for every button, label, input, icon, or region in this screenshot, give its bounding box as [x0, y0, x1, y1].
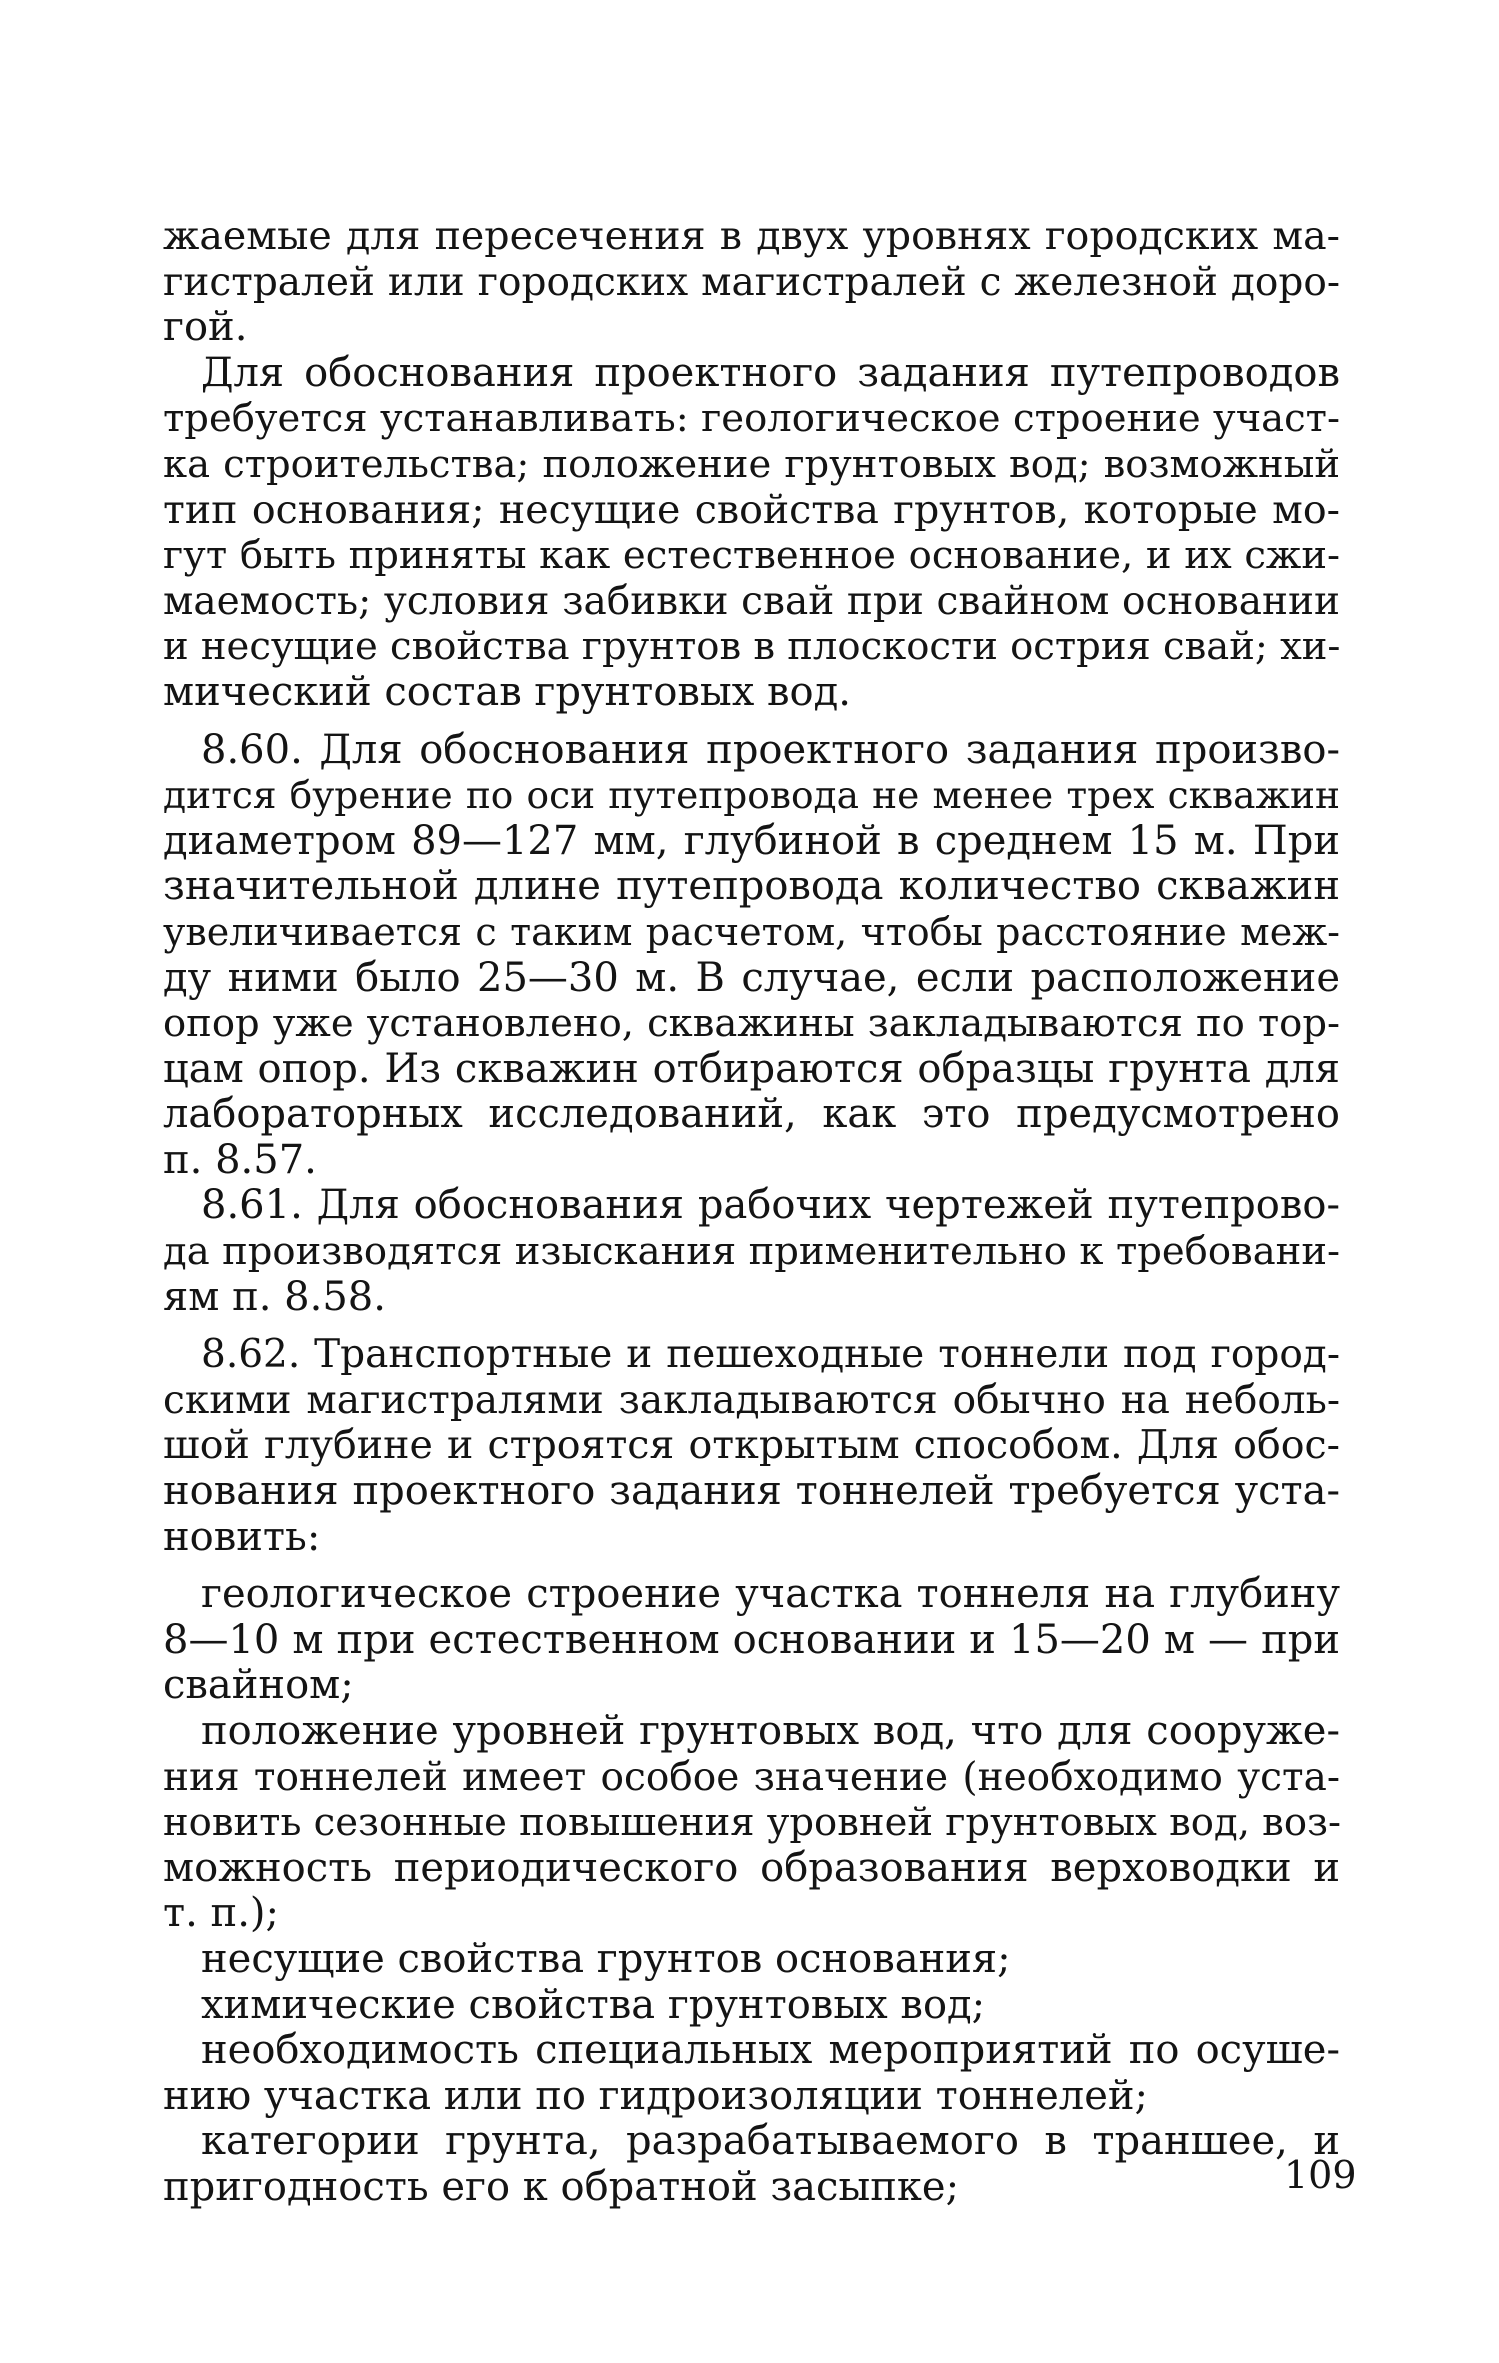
text-line: пригодность его к обратной засыпке;	[163, 2163, 960, 2210]
text-line: шой глубине и строятся открытым способом. Для обос-	[163, 1422, 1340, 1469]
text-line: 8.60. Для обоснования проектного задания произво-	[201, 726, 1340, 773]
text-line: химические свойства грунтовых вод;	[201, 1981, 986, 2028]
text-line: скими магистралями закладываются обычно на неболь-	[163, 1377, 1340, 1423]
text-line: маемость; условия забивки свай при свайном основании	[163, 578, 1340, 624]
text-line: положение уровней грунтовых вод, что для сооруже-	[201, 1708, 1340, 1754]
text-line: новить:	[163, 1513, 321, 1560]
text-line: опор уже установлено, скважины закладываются по тор-	[163, 1001, 1340, 1047]
text-line: категории грунта, разрабатываемого в траншее, и	[201, 2118, 1340, 2165]
text-line: лабораторных исследований, как это предусмотрено	[163, 1091, 1340, 1138]
text-line: нования проектного задания тоннелей требуется уста-	[163, 1468, 1340, 1515]
text-line: дится бурение по оси путепровода не менее трех скважин	[163, 773, 1340, 818]
text-line: да производятся изыскания применительно к требовани-	[163, 1229, 1340, 1275]
text-line: ния тоннелей имеет особое значение (необходимо уста-	[163, 1754, 1340, 1800]
paragraph-8-62	[163, 1332, 1340, 1560]
text-line: мический состав грунтовых вод.	[163, 668, 851, 715]
list-item-bearing	[163, 1937, 1340, 1983]
list-item-chemical	[163, 1983, 1340, 2029]
page-number: 109	[1284, 2153, 1357, 2197]
text-line: 8—10 м при естественном основании и 15—20 м — при	[163, 1616, 1340, 1663]
text-line: 8.62. Транспортные и пешеходные тоннели под город-	[201, 1332, 1340, 1378]
text-line: диаметром 89—127 мм, глубиной в среднем 15 м. При	[163, 817, 1340, 864]
paragraph-foundation	[163, 351, 1340, 716]
text-line: п. 8.57.	[163, 1136, 317, 1183]
text-line: новить сезонные повышения уровней грунтовых вод, воз-	[163, 1800, 1342, 1846]
text-line: можность периодического образования верховодки и	[163, 1844, 1340, 1891]
text-line: и несущие свойства грунтов в плоскости острия свай; хи-	[163, 624, 1341, 670]
list-item-soil-category	[163, 2119, 1340, 2210]
paragraph-8-61	[163, 1183, 1340, 1320]
text-line: гой.	[163, 304, 248, 351]
text-line: тип основания; несущие свойства грунтов, которые мо-	[163, 486, 1340, 533]
text-line: ду ними было 25—30 м. В случае, если расположение	[163, 954, 1340, 1001]
text-line: цам опор. Из скважин отбираются образцы грунта для	[163, 1045, 1340, 1092]
list-item-groundwater	[163, 1709, 1340, 1937]
text-line: несущие свойства грунтов основания;	[201, 1935, 1011, 1982]
text-line: значительной длине путепровода количество скважин	[163, 863, 1340, 910]
text-line: гистралей или городских магистралей с железной доро-	[163, 259, 1340, 305]
text-line: увеличивается с таким расчетом, чтобы расстояние меж-	[163, 909, 1340, 954]
text-line: ка строительства; положение грунтовых вод; возможный	[163, 441, 1340, 487]
text-line: т. п.);	[163, 1890, 280, 1937]
list-item-drainage	[163, 2028, 1340, 2119]
paragraph-8-60	[163, 728, 1340, 1184]
text-line: жаемые для пересечения в двух уровнях городских ма-	[163, 213, 1340, 259]
document-page	[163, 214, 1340, 2211]
list-item-geology	[163, 1572, 1340, 1709]
text-line: необходимость специальных мероприятий по осуше-	[201, 2027, 1340, 2074]
text-line: Для обоснования проектного задания путепроводов	[201, 349, 1340, 396]
text-line: 8.61. Для обоснования рабочих чертежей путепрово-	[201, 1182, 1340, 1229]
text-line: геологическое строение участка тоннеля на глубину	[201, 1571, 1340, 1618]
text-line: свайном;	[163, 1662, 354, 1709]
text-line: гут быть приняты как естественное основание, и их сжи-	[163, 533, 1340, 579]
text-line: нию участка или по гидроизоляции тоннелей;	[163, 2072, 1148, 2119]
text-line: требуется устанавливать: геологическое строение участ-	[163, 396, 1340, 442]
text-line: ям п. 8.58.	[163, 1273, 386, 1320]
paragraph-intro	[163, 214, 1340, 351]
